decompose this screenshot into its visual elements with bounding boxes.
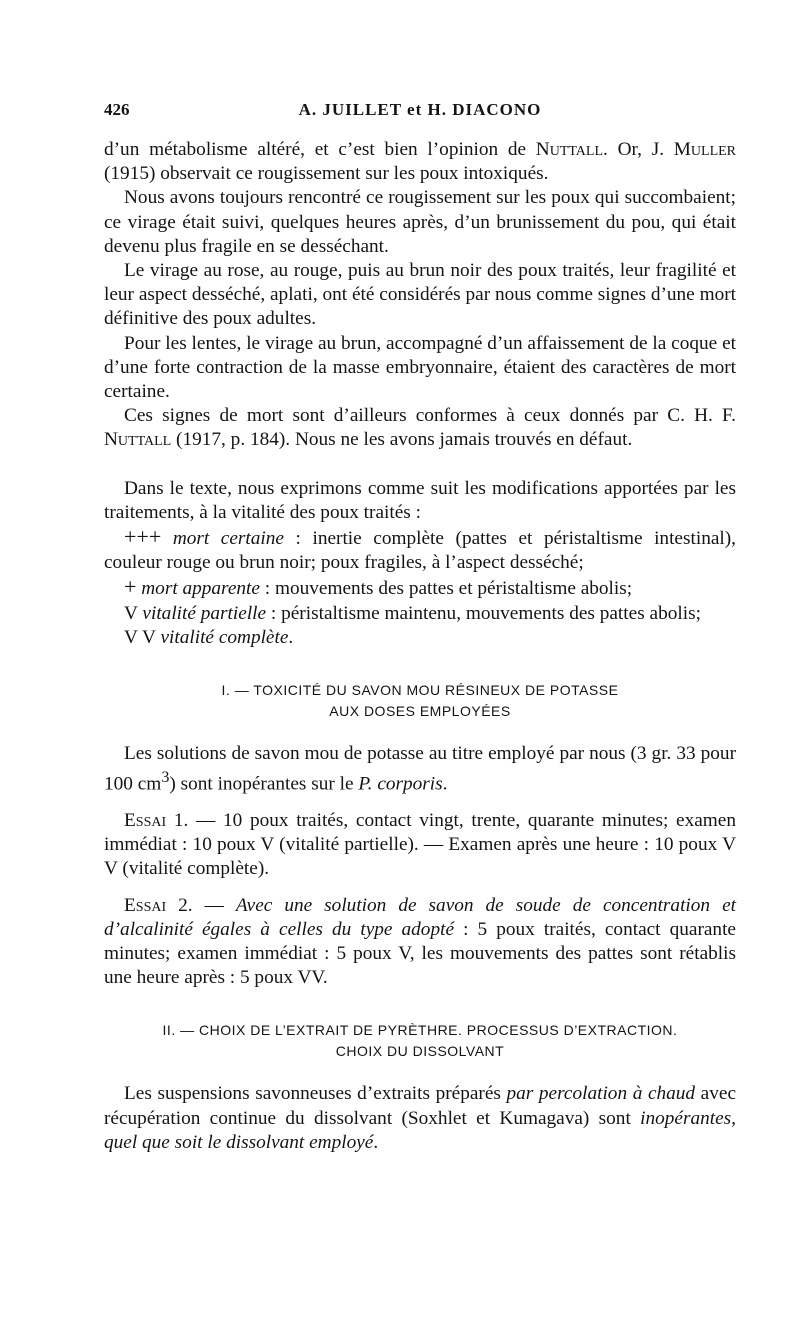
heading-line: II. — CHOIX DE L’EXTRAIT DE PYRÈTHRE. PROCESSUS D’EXTRACTION. — [162, 1022, 678, 1039]
paragraph-4: Pour les lentes, le virage au brun, accompagné d’un affaissement de la coque et d’une forte contraction de la masse embryonnaire, étaient des caractères de mort certaine. — [104, 332, 736, 403]
legend-item-3 — [104, 602, 736, 626]
section2-paragraph — [104, 1082, 736, 1155]
italic-run: inopérantes, quel que soit le dissolvant employé — [104, 1107, 736, 1153]
author-nuttall: Nuttall — [535, 139, 604, 160]
legend-desc: : inertie complète (pattes et péristaltisme intestinal), couleur rouge ou brun noir; poux fragiles, à l’aspect desséché; — [104, 528, 736, 574]
superscript: 3 — [161, 769, 170, 787]
paragraph-5 — [104, 404, 736, 452]
legend-item-2 — [104, 575, 736, 601]
text-run: — — [192, 894, 236, 916]
text-run: . Or, J. — [603, 139, 674, 160]
symbol-v: V — [124, 602, 138, 624]
text-run: . — [373, 1131, 379, 1153]
essai-label: Essai 1. — [124, 809, 189, 831]
body-text — [104, 138, 736, 1155]
legend-desc: : péristaltisme maintenu, mouvements des pattes abolis; — [266, 602, 701, 624]
text-run: Ces signes de mort sont d’ailleurs conformes à ceux donnés par C. H. F. — [124, 405, 736, 427]
paragraph-6: Dans le texte, nous exprimons comme suit les modifications apportées par les traitements, à la vitalité des poux traités : — [104, 477, 736, 523]
text-run: avec récupération continue du dissolvant (Soxhlet et Kumagava) sont — [104, 1083, 737, 1129]
legend-item-1 — [104, 525, 736, 575]
running-title: A. JUILLET et H. DIACONO — [298, 100, 542, 119]
legend-term: vitalité complète — [160, 626, 289, 648]
section1-paragraph — [104, 742, 736, 797]
legend-term: mort apparente — [141, 578, 260, 600]
text-run: (1917, p. 184). Nous ne les avons jamais trouvés en défaut. — [171, 429, 633, 451]
legend-item-4 — [104, 626, 736, 650]
italic-run: par percolation à chaud — [506, 1083, 696, 1105]
author-muller: Muller — [673, 139, 737, 160]
text-run: (1915) observait ce rougissement sur les poux intoxiqués. — [104, 163, 549, 185]
paragraph-3: Le virage au rose, au rouge, puis au brun noir des poux traités, leur fragilité et leur aspect desséché, aplati, ont été considérés par nous comme signes d’une mort définitive des poux adultes. — [104, 260, 736, 330]
text-run: d’un métabolisme altéré, et c’est bien l’opinion de — [104, 139, 536, 160]
legend-term: mort certaine — [172, 528, 284, 550]
running-head — [104, 100, 736, 130]
legend-term: vitalité partielle — [142, 602, 267, 624]
heading-line: AUX DOSES EMPLOYÉES — [329, 703, 511, 720]
essai-text: — 10 poux traités, contact vingt, trente, quarante minutes; examen immédiat : 10 poux V (vitalité partielle). — Examen après une heure : 10 poux V V (vitalité complète). — [104, 809, 736, 880]
symbol-vv: V V — [124, 626, 156, 648]
section-heading-2 — [104, 1020, 736, 1062]
author-nuttall: Nuttall — [104, 429, 172, 451]
legend-desc: : mouvements des pattes et péristaltisme abolis; — [259, 578, 633, 600]
section-heading-1 — [104, 680, 736, 722]
heading-line: CHOIX DU DISSOLVANT — [335, 1043, 505, 1060]
text-run: Les solutions de savon mou de potasse au titre employé par nous (3 gr. 33 pour 100 cm — [104, 743, 736, 795]
symbol-triple-plus: +++ — [124, 524, 162, 550]
text-run: : 5 poux traités, contact quarante minutes; examen immédiat : 5 poux V, les mouvements des pattes sont rétablis une heure après : 5 poux VV. — [104, 918, 736, 989]
essai-1 — [104, 809, 736, 882]
species-name: P. corporis — [358, 773, 443, 795]
legend-desc: . — [288, 626, 294, 648]
text-run: Les suspensions savonneuses d’extraits préparés — [124, 1083, 507, 1105]
text-run: ) sont inopérantes sur le — [169, 773, 359, 795]
paragraph-1 — [104, 138, 736, 186]
paragraph-2: Nous avons toujours rencontré ce rougissement sur les poux qui succombaient; ce virage était suivi, quelques heures après, d’un brunissement du pou, qui était devenu plus fragile en se desséchant. — [104, 187, 736, 257]
symbol-plus: + — [124, 574, 137, 600]
page-number: 426 — [104, 100, 130, 119]
essai-label: Essai 2. — [124, 894, 193, 916]
essai-italic: Avec une solution de savon de soude de concentration et d’alcalinité égales à celles du type adopté — [104, 894, 736, 940]
essai-2 — [104, 894, 736, 991]
text-run: . — [442, 773, 448, 795]
heading-line: I. — TOXICITÉ DU SAVON MOU RÉSINEUX DE POTASSE — [221, 682, 619, 699]
